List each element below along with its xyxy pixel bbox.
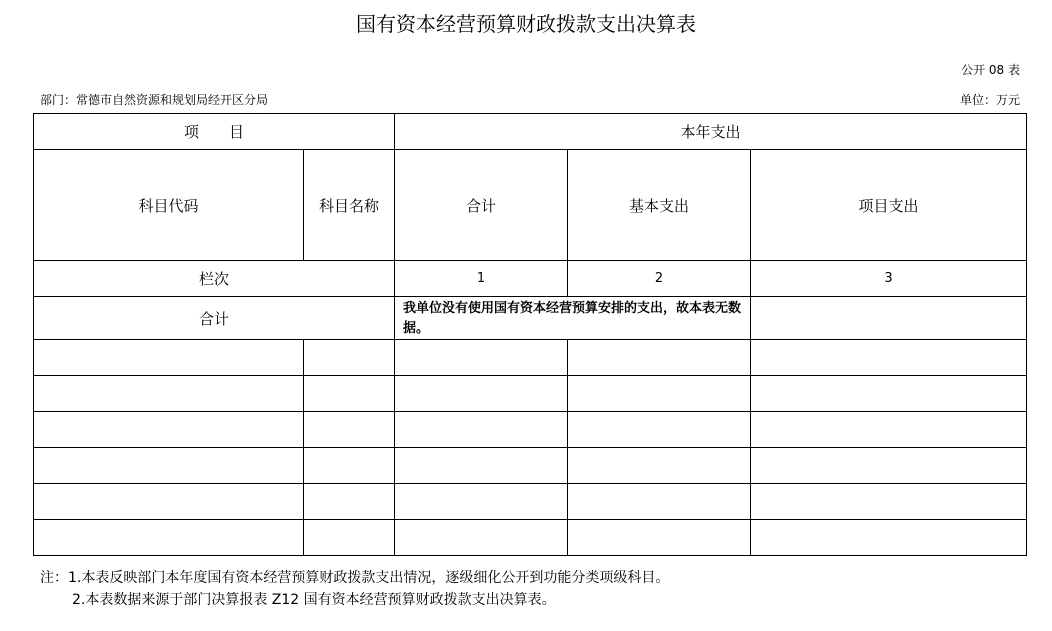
- column-header-name: 科目名称: [304, 150, 395, 261]
- table-subheader-row: [34, 150, 1027, 261]
- table-cell: [34, 448, 304, 484]
- table-cell: [568, 484, 751, 520]
- table-cell: [568, 376, 751, 412]
- table-cell: [34, 520, 304, 556]
- table-row: [34, 520, 1027, 556]
- column-index-1: 1: [395, 261, 568, 297]
- table-cell: [568, 412, 751, 448]
- table-cell: [304, 484, 395, 520]
- table-cell: [395, 340, 568, 376]
- table-cell: [751, 484, 1027, 520]
- table-cell: [395, 376, 568, 412]
- table-cell: [751, 297, 1027, 340]
- column-header-basic: 基本支出: [568, 150, 751, 261]
- table-row: [34, 412, 1027, 448]
- table-cell: [568, 520, 751, 556]
- page-title: 国有资本经营预算财政拨款支出决算表: [356, 12, 696, 36]
- table-cell: [304, 448, 395, 484]
- table-cell: [304, 340, 395, 376]
- table-cell: [34, 340, 304, 376]
- column-header-project: 项目支出: [751, 150, 1027, 261]
- column-index-2: 2: [568, 261, 751, 297]
- table-cell: [304, 520, 395, 556]
- footnotes: [40, 567, 669, 611]
- header-current-year: 本年支出: [395, 114, 1027, 150]
- table-cell: [304, 412, 395, 448]
- header-item: 项 目: [34, 114, 395, 150]
- table-cell: [395, 412, 568, 448]
- column-header-code: 科目代码: [34, 150, 304, 261]
- table-cell: [751, 340, 1027, 376]
- total-row: [34, 297, 1027, 340]
- table-cell: [395, 484, 568, 520]
- table-cell: [395, 520, 568, 556]
- footnote-2: 2.本表数据来源于部门决算报表 Z12 国有资本经营预算财政拨款支出决算表。: [72, 592, 556, 608]
- table-header-row: [34, 114, 1027, 150]
- table-row: [34, 448, 1027, 484]
- table-cell: [751, 448, 1027, 484]
- table-cell: [751, 520, 1027, 556]
- table-row: [34, 376, 1027, 412]
- expenditure-table: [33, 113, 1027, 556]
- table-cell: [751, 412, 1027, 448]
- table-cell: [751, 376, 1027, 412]
- table-row: [34, 340, 1027, 376]
- table-cell: [34, 376, 304, 412]
- table-cell: [34, 484, 304, 520]
- table-cell: [395, 448, 568, 484]
- form-number: 公开 08 表: [961, 63, 1020, 77]
- unit-label: 单位：万元: [959, 93, 1020, 107]
- row-total-label: 合计: [34, 297, 395, 340]
- column-header-total: 合计: [395, 150, 568, 261]
- table-cell: [568, 448, 751, 484]
- footnote-1: 注：1.本表反映部门本年度国有资本经营预算财政拨款支出情况，逐级细化公开到功能分类项级科目。: [40, 570, 670, 586]
- no-data-notice: 我单位没有使用国有资本经营预算安排的支出，故本表无数据。: [395, 297, 751, 340]
- table-row: [34, 484, 1027, 520]
- department-label: 部门：常德市自然资源和规划局经开区分局: [40, 93, 269, 107]
- row-index-label: 栏次: [34, 261, 395, 297]
- column-index-row: [34, 261, 1027, 297]
- table-cell: [568, 340, 751, 376]
- table-cell: [304, 376, 395, 412]
- table-cell: [34, 412, 304, 448]
- column-index-3: 3: [751, 261, 1027, 297]
